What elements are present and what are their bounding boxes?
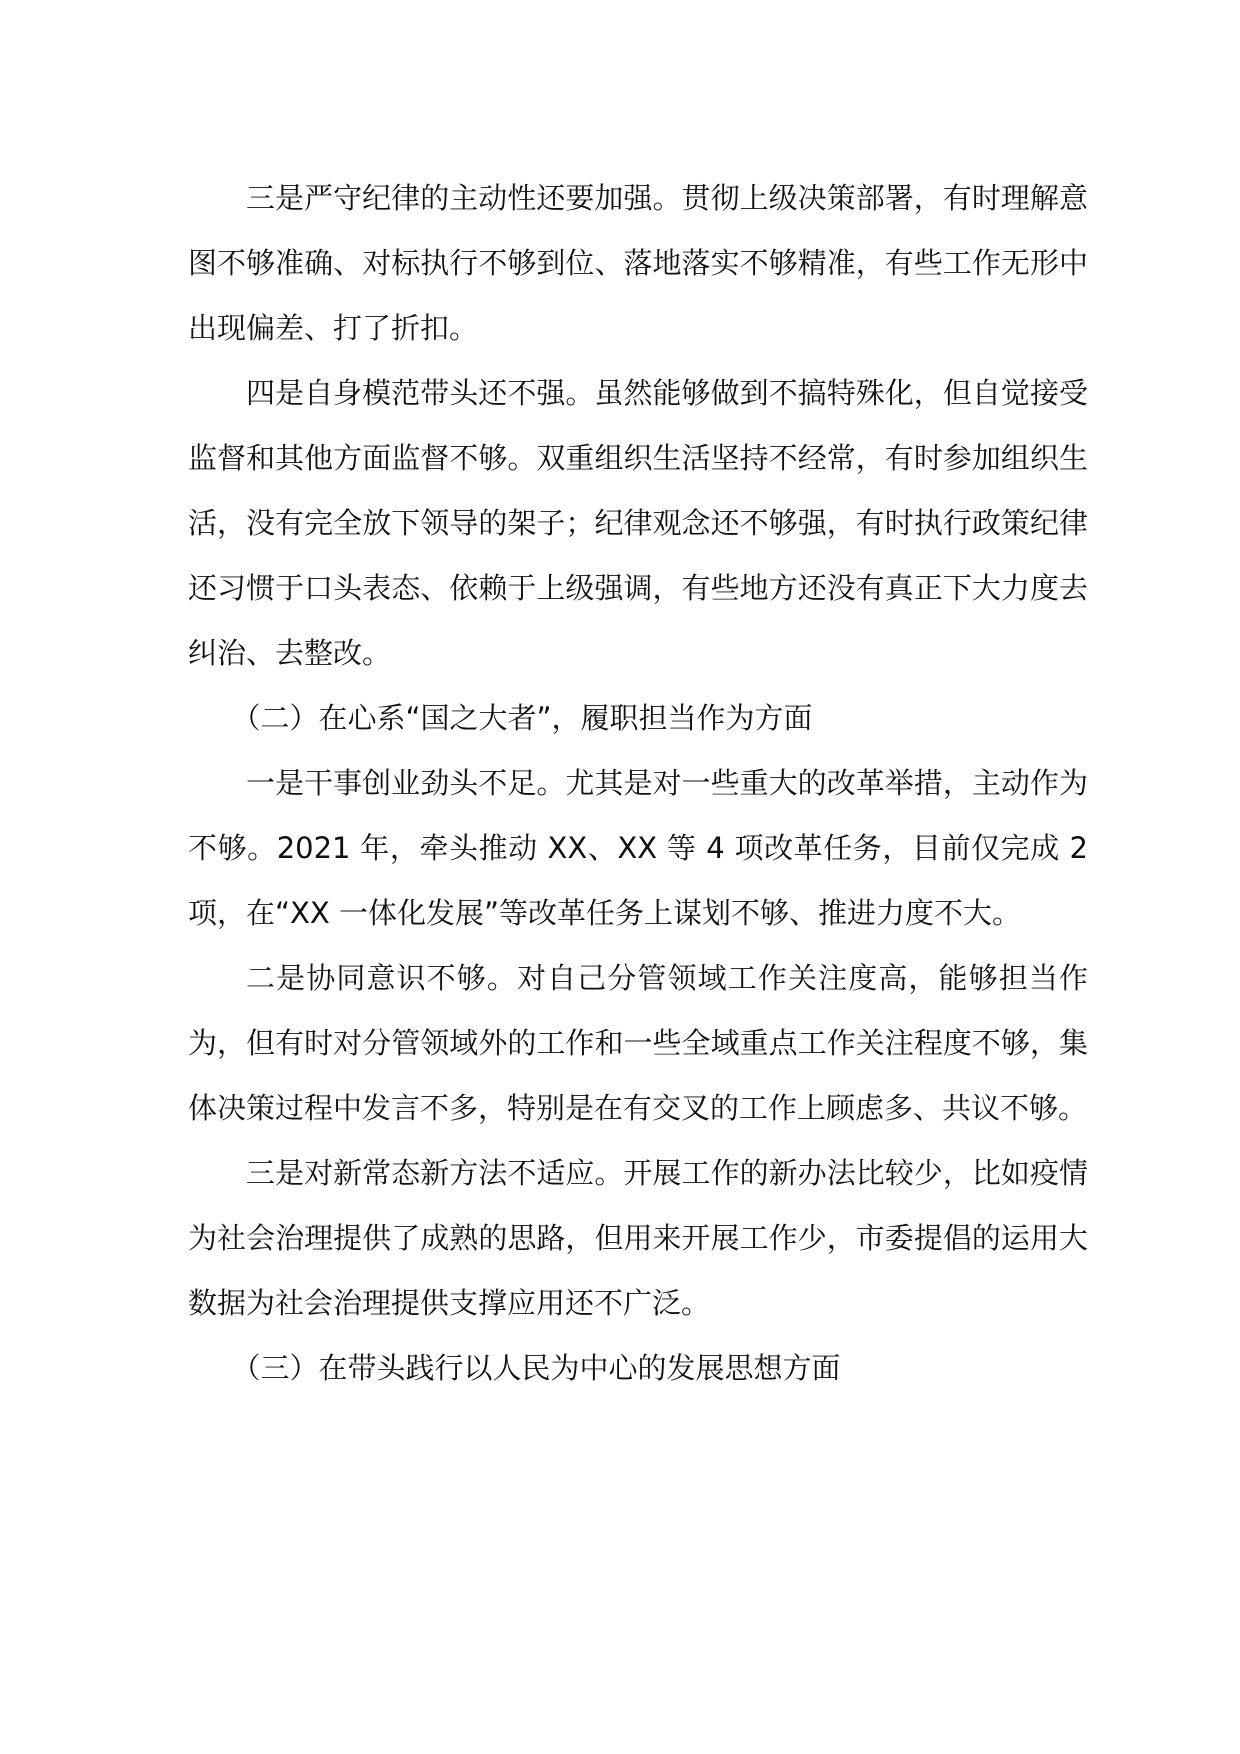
- paragraph-coordination: 二是协同意识不够。对自己分管领域工作关注度高，能够担当作为，但有时对分管领域外的工作和一些全域重点工作关注程度不够，集体决策过程中发言不多，特别是在有交叉的工作上顾虑多、共议不够。: [188, 961, 1088, 1125]
- paragraph-self-example: 四是自身模范带头还不强。虽然能够做到不搞特殊化，但自觉接受监督和其他方面监督不够。双重组织生活坚持不经常，有时参加组织生活，没有完全放下领导的架子；纪律观念还不够强，有时执行政策纪律还习惯于口头表态、依赖于上级强调，有些地方还没有真正下大力度去纠治、去整改。: [188, 376, 1088, 670]
- document-body: [188, 166, 1088, 1401]
- paragraph-entrepreneurial-drive: 一是干事创业劲头不足。尤其是对一些重大的改革举措，主动作为不够。2021 年，牵头推动 XX、XX 等 4 项改革任务，目前仅完成 2 项，在“XX 一体化发展”等改革任务上谋划不够、推进力度不大。: [188, 766, 1088, 930]
- section-heading-3: （三）在带头践行以人民为中心的发展思想方面: [231, 1351, 841, 1385]
- paragraph-new-methods: 三是对新常态新方法不适应。开展工作的新办法比较少，比如疫情为社会治理提供了成熟的思路，但用来开展工作少，市委提倡的运用大数据为社会治理提供支撑应用还不广泛。: [188, 1156, 1088, 1320]
- section-heading-2: （二）在心系“国之大者”，履职担当作为方面: [231, 701, 813, 735]
- paragraph-discipline-initiative: 三是严守纪律的主动性还要加强。贯彻上级决策部署，有时理解意图不够准确、对标执行不够到位、落地落实不够精准，有些工作无形中出现偏差、打了折扣。: [188, 181, 1088, 345]
